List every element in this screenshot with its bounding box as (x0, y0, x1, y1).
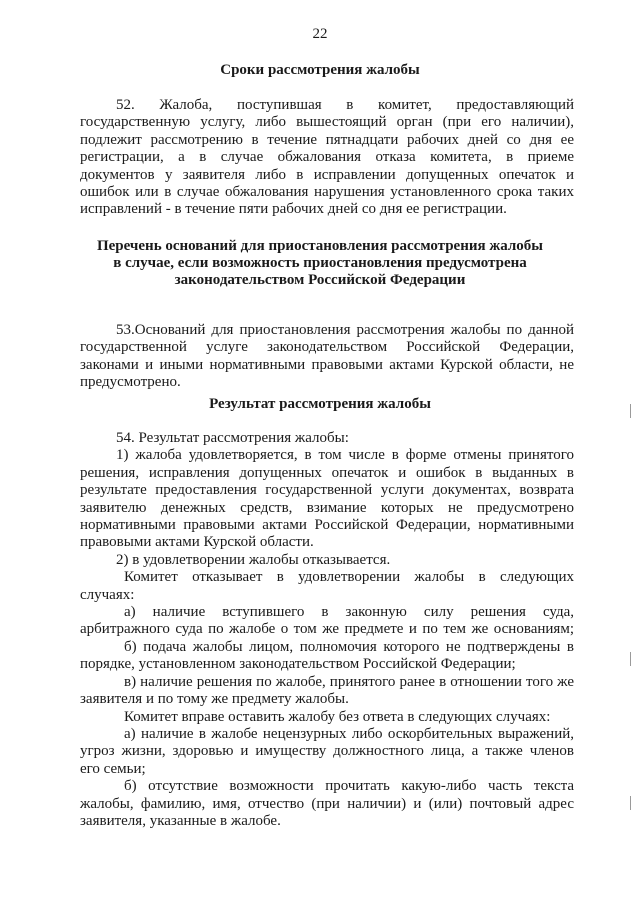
text-line: угроз жизни, здоровью и имуществу должностного лица, а также членов (80, 743, 574, 760)
text-line: регистрации, а в случае обжалования отказа комитета, в приеме (80, 149, 574, 166)
text-line: заявителю денежных средств, взимание которых не предусмотрено (80, 499, 574, 516)
text-line: результате предоставления государственной услуги документах, возврата (80, 482, 574, 499)
heading-line: законодательством Российской Федерации (174, 272, 466, 288)
text-line: Комитет вправе оставить жалобу без ответа в следующих случаях: (124, 708, 551, 725)
text-line: 1) жалоба удовлетворяется, в том числе в форме отмены принятого (116, 447, 574, 464)
text-line: 54. Результат рассмотрения жалобы: (116, 430, 349, 446)
text-line: предусмотрено. (80, 374, 181, 391)
text-line: правовыми актами Курской области. (80, 534, 314, 551)
text-line: государственную услугу, либо вышестоящий орган (при его наличии), (80, 114, 574, 131)
section-heading-result (0, 396, 640, 413)
text-line: арбитражного суда по жалобе о том же предмете и по тем же основаниям; (80, 621, 574, 638)
heading-line: Сроки рассмотрения жалобы (220, 62, 420, 78)
text-line: 2) в удовлетворении жалобы отказывается. (116, 551, 391, 568)
paragraph-52 (80, 97, 574, 219)
text-line: документов у заявителя либо в исправлении допущенных опечаток и (80, 166, 574, 183)
text-line: случаях: (80, 586, 135, 603)
page-number: 22 (312, 26, 328, 42)
text-line: Комитет отказывает в удовлетворении жалобы в следующих (124, 569, 574, 586)
scan-mark (630, 404, 631, 418)
text-line: законами и иными нормативными правовыми актами Курской области, не (80, 356, 574, 373)
text-line: подлежит рассмотрению в течение пятнадцати рабочих дней со дня ее (80, 131, 574, 148)
text-line: 53.Оснований для приостановления рассмотрения жалобы по данной (116, 322, 574, 338)
text-line: ошибок или в случае обжалования нарушения установленного срока таких (80, 184, 574, 201)
text-line: нормативными правовыми актами Российской Федерации, нормативными (80, 517, 574, 534)
text-line: жалобы, фамилию, имя, отчество (при наличии) и (или) почтовый адрес (80, 795, 574, 812)
text-line: его семьи; (80, 760, 146, 777)
text-line: решения, исправления допущенных опечаток и ошибок в выданных в (80, 464, 574, 481)
scan-mark (630, 796, 631, 810)
text-line: а) наличие вступившего в законную силу решения суда, (124, 604, 574, 621)
text-line: исправлений - в течение пяти рабочих дней со дня ее регистрации. (80, 201, 507, 218)
heading-line: Результат рассмотрения жалобы (209, 396, 431, 412)
paragraph-53 (80, 322, 574, 392)
text-line: государственной услуге законодательством Российской Федерации, (80, 339, 574, 356)
section-heading-deadlines (0, 62, 640, 79)
scan-mark (630, 652, 631, 666)
paragraph-54 (80, 430, 574, 830)
text-line: порядке, установленном законодательством Российской Федерации; (80, 656, 516, 673)
text-line: в) наличие решения по жалобе, принятого ранее в отношении того же (124, 673, 574, 690)
text-line: заявителя, указанные в жалобе. (80, 812, 281, 829)
text-line: б) отсутствие возможности прочитать какую-либо часть текста (124, 778, 574, 795)
heading-line: в случае, если возможность приостановления предусмотрена (113, 255, 527, 271)
section-heading-suspension (0, 238, 640, 289)
text-line: а) наличие в жалобе нецензурных либо оскорбительных выражений, (124, 725, 574, 742)
text-line: 52. Жалоба, поступившая в комитет, предоставляющий (116, 97, 574, 113)
text-line: заявителя и по тому же предмету жалобы. (80, 691, 349, 708)
text-line: б) подача жалобы лицом, полномочия которого не подтверждены в (124, 638, 574, 655)
heading-line: Перечень оснований для приостановления рассмотрения жалобы (96, 238, 543, 254)
